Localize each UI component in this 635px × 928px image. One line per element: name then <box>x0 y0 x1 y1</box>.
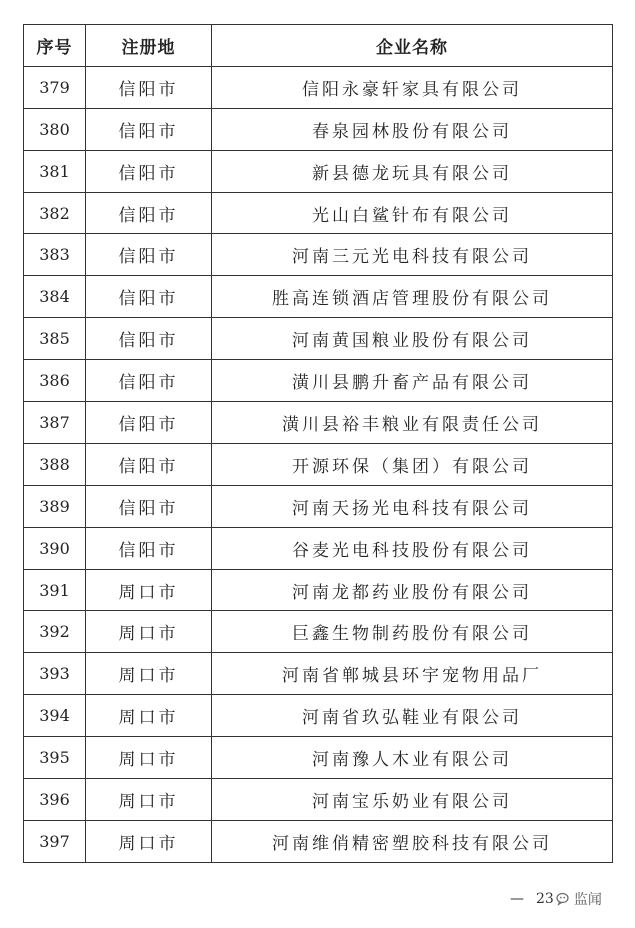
company-name-cell: 河南豫人木业有限公司 <box>212 737 613 779</box>
footer-dash: — <box>510 891 524 907</box>
table-row <box>24 653 613 695</box>
registration-place-cell: 信阳市 <box>86 150 212 192</box>
company-name-cell: 河南三元光电科技有限公司 <box>212 234 613 276</box>
table-row <box>24 66 613 108</box>
table-row <box>24 611 613 653</box>
company-name-cell: 谷麦光电科技股份有限公司 <box>212 527 613 569</box>
enterprise-table-container <box>23 24 612 863</box>
registration-place-cell: 信阳市 <box>86 318 212 360</box>
table-row <box>24 695 613 737</box>
serial-number-cell: 389 <box>24 485 86 527</box>
registration-place-cell: 信阳市 <box>86 192 212 234</box>
registration-place-cell: 信阳市 <box>86 234 212 276</box>
table-row <box>24 569 613 611</box>
registration-place-cell: 周口市 <box>86 695 212 737</box>
company-name-cell: 河南省郸城县环宇宠物用品厂 <box>212 653 613 695</box>
registration-place-cell: 周口市 <box>86 569 212 611</box>
company-name-cell: 开源环保（集团）有限公司 <box>212 443 613 485</box>
serial-number-cell: 397 <box>24 820 86 862</box>
serial-number-cell: 382 <box>24 192 86 234</box>
serial-number-cell: 383 <box>24 234 86 276</box>
serial-number-cell: 386 <box>24 360 86 402</box>
registration-place-cell: 信阳市 <box>86 276 212 318</box>
table-row <box>24 737 613 779</box>
table-row <box>24 234 613 276</box>
table-row <box>24 318 613 360</box>
header-company-name: 企业名称 <box>212 25 613 67</box>
registration-place-cell: 信阳市 <box>86 527 212 569</box>
company-name-cell: 潢川县鹏升畜产品有限公司 <box>212 360 613 402</box>
page-footer <box>510 887 602 911</box>
table-row <box>24 276 613 318</box>
serial-number-cell: 381 <box>24 150 86 192</box>
table-row <box>24 779 613 821</box>
company-name-cell: 河南省玖弘鞋业有限公司 <box>212 695 613 737</box>
serial-number-cell: 395 <box>24 737 86 779</box>
table-header-row <box>24 25 613 67</box>
serial-number-cell: 387 <box>24 402 86 444</box>
serial-number-cell: 394 <box>24 695 86 737</box>
company-name-cell: 信阳永豪轩家具有限公司 <box>212 66 613 108</box>
company-name-cell: 潢川县裕丰粮业有限责任公司 <box>212 402 613 444</box>
serial-number-cell: 379 <box>24 66 86 108</box>
table-row <box>24 527 613 569</box>
table-body <box>24 66 613 862</box>
wechat-bubble-icon <box>556 892 572 906</box>
header-registration-place: 注册地 <box>86 25 212 67</box>
table-row <box>24 108 613 150</box>
company-name-cell: 胜高连锁酒店管理股份有限公司 <box>212 276 613 318</box>
serial-number-cell: 380 <box>24 108 86 150</box>
serial-number-cell: 393 <box>24 653 86 695</box>
company-name-cell: 河南龙都药业股份有限公司 <box>212 569 613 611</box>
serial-number-cell: 384 <box>24 276 86 318</box>
table-row <box>24 360 613 402</box>
registration-place-cell: 信阳市 <box>86 443 212 485</box>
registration-place-cell: 信阳市 <box>86 108 212 150</box>
company-name-cell: 光山白鲨针布有限公司 <box>212 192 613 234</box>
company-name-cell: 河南天扬光电科技有限公司 <box>212 485 613 527</box>
registration-place-cell: 周口市 <box>86 820 212 862</box>
company-name-cell: 春泉园林股份有限公司 <box>212 108 613 150</box>
company-name-cell: 河南宝乐奶业有限公司 <box>212 779 613 821</box>
table-row <box>24 402 613 444</box>
registration-place-cell: 周口市 <box>86 737 212 779</box>
enterprise-table <box>23 24 613 863</box>
serial-number-cell: 388 <box>24 443 86 485</box>
company-name-cell: 河南黄国粮业股份有限公司 <box>212 318 613 360</box>
registration-place-cell: 信阳市 <box>86 402 212 444</box>
table-row <box>24 485 613 527</box>
serial-number-cell: 390 <box>24 527 86 569</box>
serial-number-cell: 392 <box>24 611 86 653</box>
serial-number-cell: 391 <box>24 569 86 611</box>
company-name-cell: 巨鑫生物制药股份有限公司 <box>212 611 613 653</box>
serial-number-cell: 396 <box>24 779 86 821</box>
watermark-text: 监闻 <box>573 892 602 908</box>
registration-place-cell: 信阳市 <box>86 485 212 527</box>
page-number: 23 <box>536 891 554 907</box>
serial-number-cell: 385 <box>24 318 86 360</box>
table-row <box>24 150 613 192</box>
registration-place-cell: 信阳市 <box>86 66 212 108</box>
registration-place-cell: 周口市 <box>86 653 212 695</box>
registration-place-cell: 信阳市 <box>86 360 212 402</box>
company-name-cell: 新县德龙玩具有限公司 <box>212 150 613 192</box>
registration-place-cell: 周口市 <box>86 611 212 653</box>
table-row <box>24 192 613 234</box>
table-row <box>24 820 613 862</box>
registration-place-cell: 周口市 <box>86 779 212 821</box>
table-row <box>24 443 613 485</box>
header-serial-number: 序号 <box>24 25 86 67</box>
company-name-cell: 河南维俏精密塑胶科技有限公司 <box>212 820 613 862</box>
